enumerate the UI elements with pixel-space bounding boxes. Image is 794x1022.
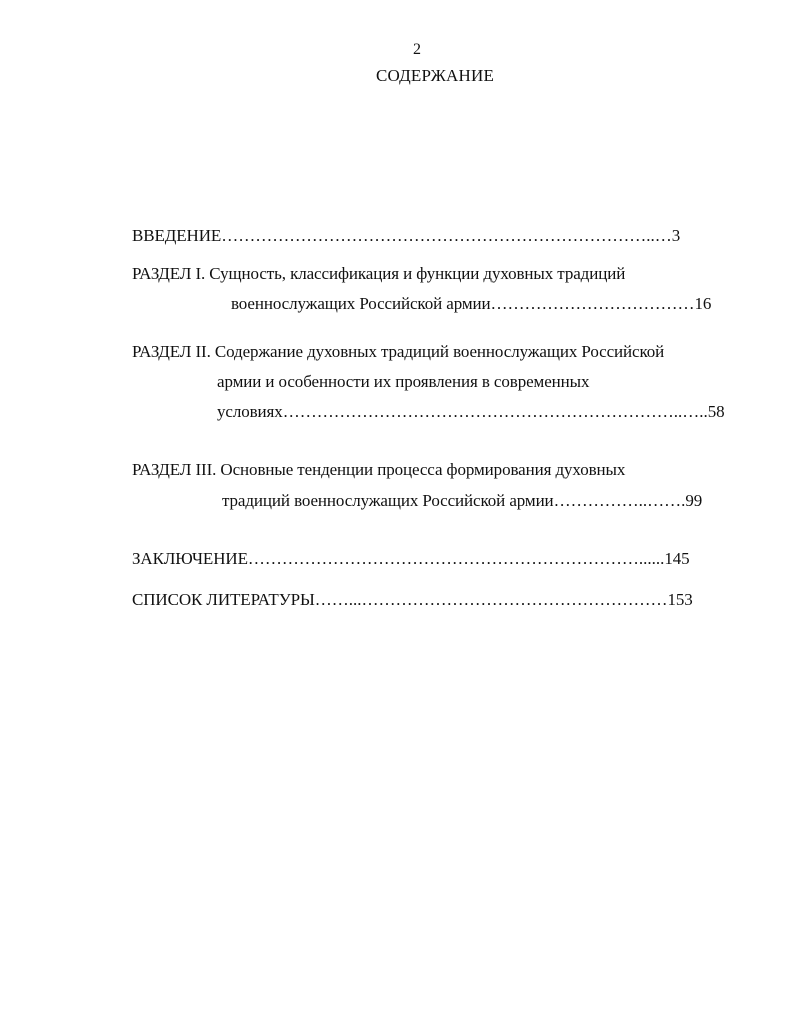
toc-entry-section2	[217, 402, 725, 422]
toc-entry-label: ВВЕДЕНИЕ	[132, 226, 222, 245]
toc-page-number: 153	[667, 590, 693, 609]
toc-entry-section3	[222, 491, 702, 511]
toc-entry-section2-line2: армии и особенности их проявления в современных	[217, 372, 590, 391]
toc-entry-conclusion	[132, 549, 690, 569]
toc-entry-label: СПИСОК ЛИТЕРАТУРЫ	[132, 590, 315, 609]
toc-entry-section1	[231, 294, 711, 314]
toc-leader-dots: ……………..…….	[553, 491, 686, 510]
toc-page-number: 99	[685, 491, 703, 510]
toc-leader-dots: ……………………………………………………………..…..	[282, 402, 708, 421]
toc-leader-dots: ……………………………………………………………......	[247, 549, 665, 568]
toc-page-number: 16	[694, 294, 712, 313]
toc-leader-dots: …………………………………………………………………..…	[221, 226, 672, 245]
toc-leader-dots: ……...………………………………………………	[314, 590, 668, 609]
toc-entry-section1-line1: РАЗДЕЛ I. Сущность, классификация и функции духовных традиций	[132, 264, 626, 283]
toc-entry-section2-line1: РАЗДЕЛ II. Содержание духовных традиций военнослужащих Российской	[132, 342, 665, 361]
toc-entry-section3-line1: РАЗДЕЛ III. Основные тенденции процесса формирования духовных	[132, 460, 626, 479]
toc-page-number: 145	[664, 549, 690, 568]
toc-leader-dots: ………………………………	[490, 294, 695, 313]
toc-entry-label: условиях	[217, 402, 283, 421]
toc-page-number: 58	[707, 402, 725, 421]
toc-entry-intro	[132, 226, 680, 246]
page-number: 2	[413, 41, 421, 58]
page-title: СОДЕРЖАНИЕ	[375, 66, 495, 85]
toc-entry-label: традиций военнослужащих Российской армии	[222, 491, 554, 510]
toc-entry-literature	[132, 590, 693, 610]
toc-entry-label: ЗАКЛЮЧЕНИЕ	[132, 549, 248, 568]
toc-entry-label: военнослужащих Российской армии	[231, 294, 491, 313]
toc-page-number: 3	[671, 226, 681, 245]
